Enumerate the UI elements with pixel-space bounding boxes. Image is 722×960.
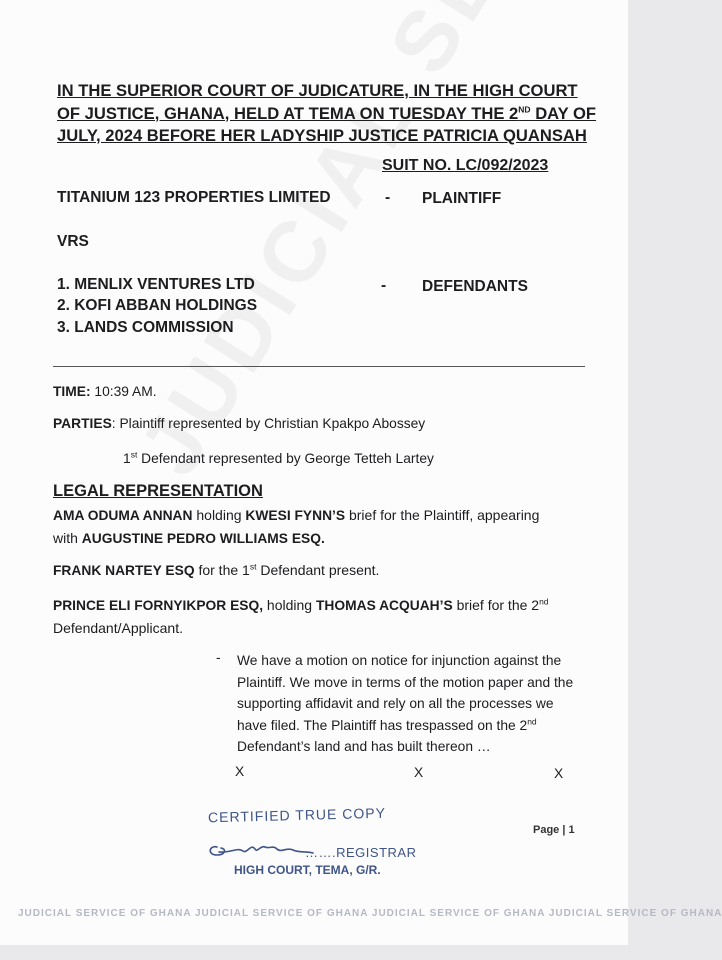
defendant-2: 2. KOFI ABBAN HOLDINGS bbox=[57, 297, 258, 314]
mark-x-1: X bbox=[235, 764, 245, 779]
defendant-1: 1. MENLIX VENTURES LTD bbox=[57, 276, 255, 293]
title-line-3: JULY, 2024 BEFORE HER LADYSHIP JUSTICE PATRICIA QUANSAH bbox=[57, 126, 587, 145]
registrar-label: …….REGISTRAR bbox=[305, 845, 417, 860]
plaintiff-name: TITANIUM 123 PROPERTIES LIMITED bbox=[57, 189, 331, 206]
defendant-rep-line: 1st Defendant represented by George Tetteh Lartey bbox=[123, 449, 434, 466]
court-title bbox=[57, 80, 597, 148]
versus: VRS bbox=[57, 233, 89, 250]
title-line-1: IN THE SUPERIOR COURT OF JUDICATURE, IN THE HIGH COURT bbox=[57, 81, 578, 100]
parties-line: PARTIES: Plaintiff represented by Christian Kpakpo Abossey bbox=[53, 416, 426, 431]
suit-number: SUIT NO. LC/092/2023 bbox=[382, 157, 549, 174]
motion-text: We have a motion on notice for injunction against the Plaintiff. We move in terms of the motion paper and the supporting affidavit and rely on all the processes we have filed. The Plaintiff has trespassed on the 2nd Defendant’s land and has built thereon … bbox=[237, 653, 574, 754]
page-number: Page | 1 bbox=[533, 824, 575, 836]
counsel-second-defendant: PRINCE ELI FORNYIKPOR ESQ, holding THOMAS ACQUAH’S brief for the 2nd Defendant/Applicant. bbox=[53, 596, 549, 636]
divider-line bbox=[53, 366, 585, 367]
signature-icon bbox=[203, 833, 315, 863]
plaintiff-dash: - bbox=[385, 189, 391, 206]
time-line: TIME: 10:39 AM. bbox=[53, 384, 157, 399]
motion-bullet: - bbox=[216, 650, 221, 665]
footer-watermark-text: JUDICIAL SERVICE OF GHANA JUDICIAL SERVICE OF GHANA JUDICIAL SERVICE OF GHANA JUDICIAL SERVICE OF GHANA bbox=[18, 908, 722, 919]
plaintiff-role: PLAINTIFF bbox=[422, 190, 502, 207]
mark-x-3: X bbox=[554, 766, 564, 781]
counsel-plaintiff: AMA ODUMA ANNAN holding KWESI FYNN’S brief for the Plaintiff, appearing with AUGUSTINE PEDRO WILLIAMS ESQ. bbox=[53, 507, 540, 546]
mark-x-2: X bbox=[414, 765, 424, 780]
defendants-role: DEFENDANTS bbox=[422, 278, 528, 295]
counsel-first-defendant: FRANK NARTEY ESQ for the 1st Defendant present. bbox=[53, 561, 380, 578]
certified-stamp: CERTIFIED TRUE COPY bbox=[207, 804, 387, 826]
court-location: HIGH COURT, TEMA, G/R. bbox=[234, 863, 381, 877]
defendant-3: 3. LANDS COMMISSION bbox=[57, 319, 234, 336]
defendants-dash: - bbox=[381, 277, 387, 294]
title-line-2: OF JUSTICE, GHANA, HELD AT TEMA ON TUESDAY THE 2ND DAY OF bbox=[57, 103, 597, 123]
legal-representation-heading: LEGAL REPRESENTATION bbox=[53, 482, 263, 500]
